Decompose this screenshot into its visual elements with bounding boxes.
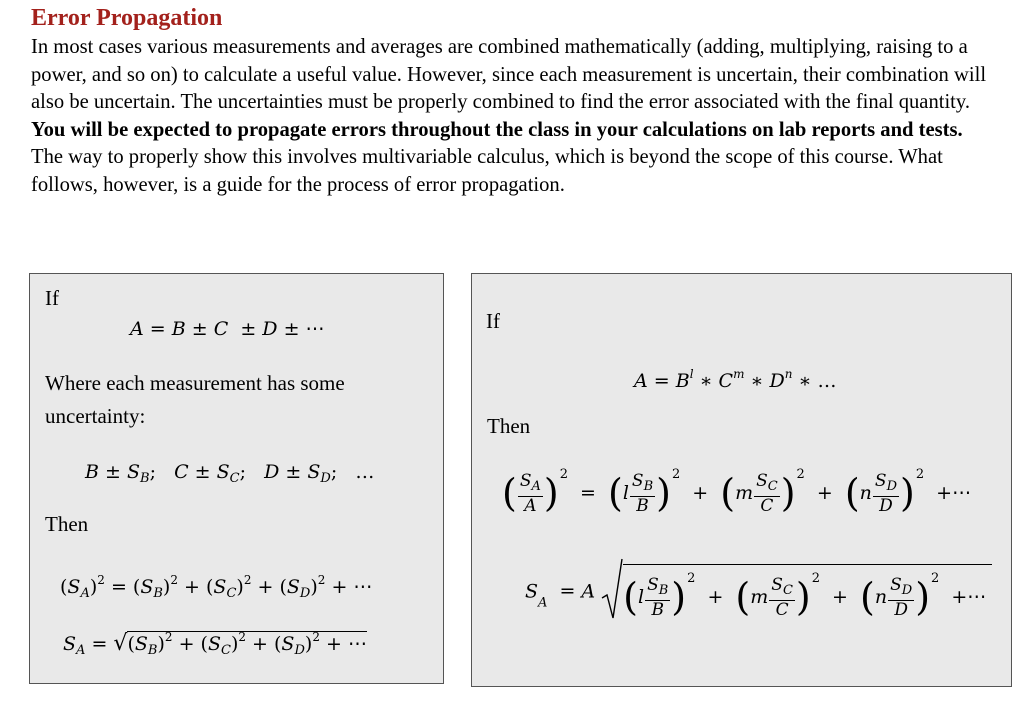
where-line-1: Where each measurement has some xyxy=(45,371,345,395)
where-line-2: uncertainty: xyxy=(45,404,146,428)
absolute-error-formula: $S_A = A$ (l $\frac{S_B}{B}$ )$^2$ + (m $\frac{S_C}{C}$ )$^2$ + (n $\frac{S_D}{D}$ )$^2$ +⋯ xyxy=(525,564,992,619)
relative-error-formula: ( $\frac{S_A}{A}$ )$^2$ = (l $\frac{S_B}{B}$ )$^2$ + (m $\frac{S_C}{C}$ )$^2$ + (n $\frac{S_D}{D}$ )$^2$ +⋯ xyxy=(502,467,972,516)
square-root-icon xyxy=(601,558,623,620)
left-then-label: Then xyxy=(45,512,89,536)
product-rule-box xyxy=(471,273,1012,687)
uncertainties-list: $B \pm S_B$; $C \pm S_C$; $D \pm S_D$; … xyxy=(85,461,375,486)
sum-squares-formula: $(S_A)^2 = (S_B)^2 + (S_C)^2 + (S_D)^2$ + ⋯ xyxy=(60,573,373,601)
sum-root-formula: $S_A = √(S_B)^2 + (S_C)^2 + (S_D)^2$ + ⋯ xyxy=(63,630,367,658)
sum-rule-box xyxy=(29,273,444,684)
intro-text-2: The way to properly show this involves multivariable calculus, which is beyond the scope of this course. What follows, however, is a guide for the process of error propagation. xyxy=(31,146,943,196)
intro-paragraph xyxy=(31,34,991,200)
sum-formula: A = B ± C ± D ± ⋯ xyxy=(130,318,325,340)
right-if-label: If xyxy=(486,309,500,333)
right-then-label: Then xyxy=(487,414,531,438)
page-title: Error Propagation xyxy=(31,5,223,31)
product-formula: $A = B^l$ ∗ $C^m$ ∗ $D^n$ ∗ … xyxy=(634,367,837,392)
intro-bold-text: You will be expected to propagate errors throughout the class in your calculations on lab reports and tests. xyxy=(31,118,963,141)
intro-text-1: In most cases various measurements and averages are combined mathematically (adding, multiplying, raising to a power, and so on) to calculate a useful value. However, since each measurement is uncertain, their combination will also be uncertain. The uncertainties must be properly combined to find the error associated with the final quantity. xyxy=(31,36,987,114)
left-if-label: If xyxy=(45,286,59,310)
